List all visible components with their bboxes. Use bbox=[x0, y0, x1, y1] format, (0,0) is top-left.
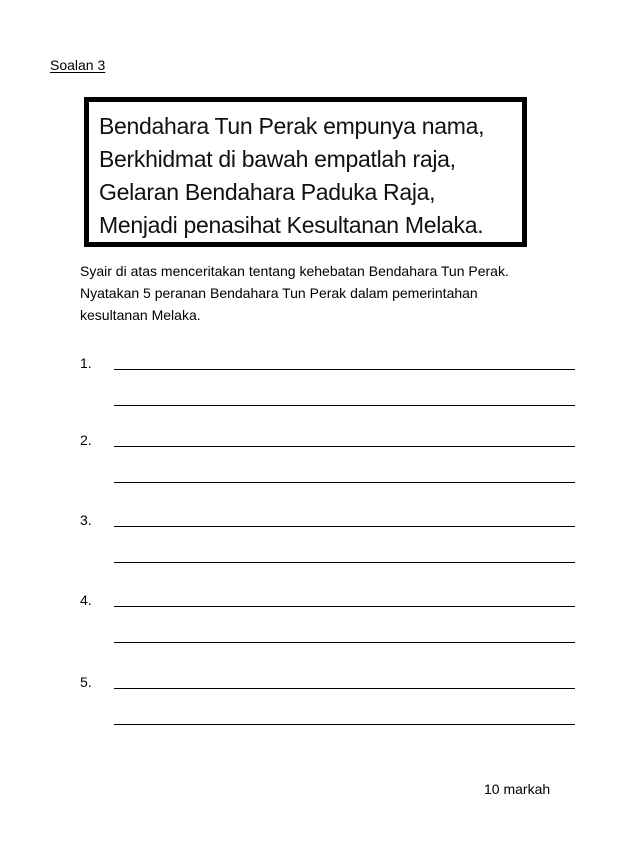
poem-line: Menjadi penasihat Kesultanan Melaka. bbox=[99, 212, 484, 238]
instruction-line: Nyatakan 5 peranan Bendahara Tun Perak dalam pemerintahan bbox=[80, 285, 478, 301]
poem-line: Bendahara Tun Perak empunya nama, bbox=[99, 113, 485, 139]
answer-item-1 bbox=[80, 355, 580, 425]
instruction-text bbox=[80, 260, 580, 326]
answer-line[interactable] bbox=[114, 369, 575, 370]
answer-line[interactable] bbox=[114, 642, 575, 643]
answer-line[interactable] bbox=[114, 606, 575, 607]
answer-number: 3. bbox=[80, 512, 92, 528]
answer-number: 5. bbox=[80, 674, 92, 690]
answer-line[interactable] bbox=[114, 526, 575, 527]
answer-item-4 bbox=[80, 592, 580, 662]
answer-line[interactable] bbox=[114, 688, 575, 689]
answer-line[interactable] bbox=[114, 562, 575, 563]
answer-line[interactable] bbox=[114, 482, 575, 483]
answer-item-2 bbox=[80, 432, 580, 502]
poem-line: Gelaran Bendahara Paduka Raja, bbox=[99, 179, 436, 205]
answer-line[interactable] bbox=[114, 405, 575, 406]
answer-line[interactable] bbox=[114, 724, 575, 725]
answer-number: 1. bbox=[80, 355, 92, 371]
answer-number: 2. bbox=[80, 432, 92, 448]
poem-line: Berkhidmat di bawah empatlah raja, bbox=[99, 146, 456, 172]
answer-item-5 bbox=[80, 674, 580, 744]
instruction-line: kesultanan Melaka. bbox=[80, 307, 201, 323]
answer-line[interactable] bbox=[114, 446, 575, 447]
answer-number: 4. bbox=[80, 592, 92, 608]
question-heading: Soalan 3 bbox=[50, 57, 106, 73]
answer-item-3 bbox=[80, 512, 580, 582]
marks-label: 10 markah bbox=[484, 781, 551, 797]
poem-box bbox=[84, 97, 527, 247]
instruction-line: Syair di atas menceritakan tentang kehebatan Bendahara Tun Perak. bbox=[80, 263, 509, 279]
